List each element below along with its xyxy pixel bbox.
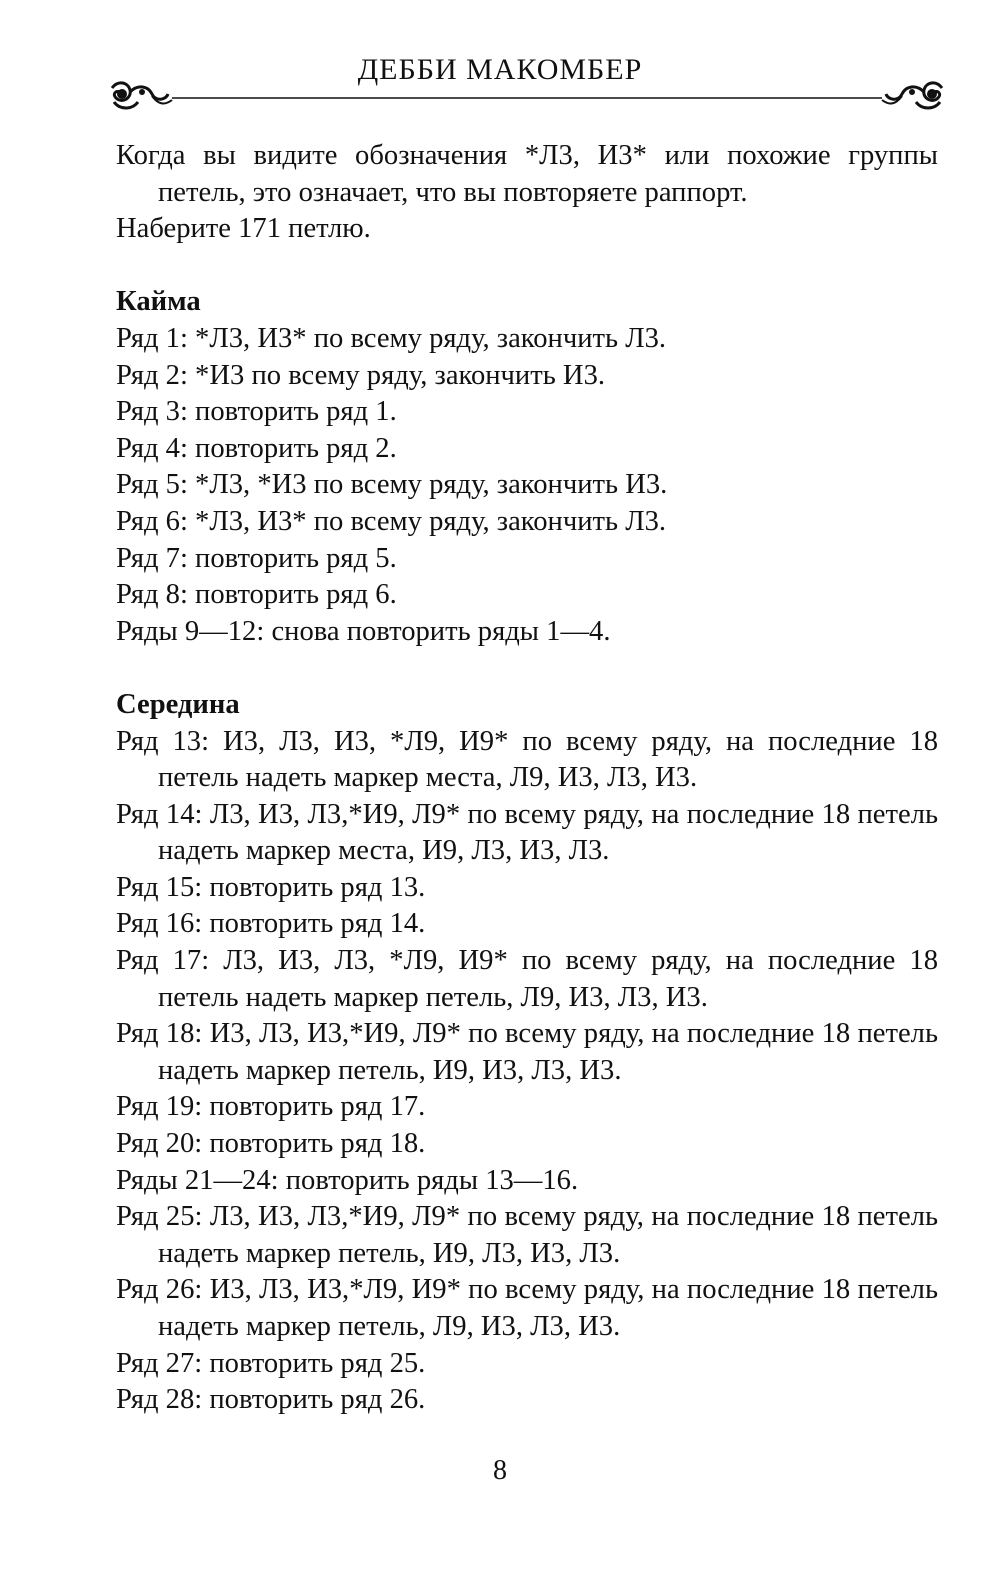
row-instruction: Ряд 27: повторить ряд 25. — [116, 1347, 426, 1379]
running-head-title: ДЕББИ МАКОМБЕР — [357, 53, 643, 86]
intro-cast-on: Наберите 171 петлю. — [116, 213, 371, 245]
row-instruction: Ряд 15: повторить ряд 13. — [116, 871, 426, 903]
row-instruction: Ряд 13: И3, Л3, И3, *Л9, И9* по всему ряду, на последние 18 петель надеть маркер места, Л9, И3, Л3, И3. — [116, 725, 938, 794]
row-instruction: Ряд 14: Л3, И3, Л3,*И9, Л9* по всему ряду, на последние 18 петель надеть маркер места, И9, Л3, И3, Л3. — [116, 798, 938, 867]
left-flourish-icon — [112, 83, 172, 108]
spacer — [116, 248, 938, 285]
row-instruction: Ряд 8: повторить ряд 6. — [116, 579, 397, 611]
row-instruction: Ряд 4: повторить ряд 2. — [116, 432, 397, 464]
row-instruction: Ряд 3: повторить ряд 1. — [116, 396, 397, 428]
row-instruction: Ряд 26: И3, Л3, И3,*Л9, И9* по всему ряду, на последние 18 петель надеть маркер петель, Л9, И3, Л3, И3. — [116, 1274, 938, 1342]
body-text — [116, 138, 938, 1419]
section-heading-border: Кайма — [116, 286, 201, 318]
row-instruction: Ряд 18: И3, Л3, И3,*И9, Л9* по всему ряду, на последние 18 петель надеть маркер петель, И9, И3, Л3, И3. — [116, 1018, 938, 1086]
row-instruction: Ряд 6: *Л3, И3* по всему ряду, закончить Л3. — [116, 505, 667, 537]
intro-paragraph: Когда вы видите обозначения *Л3, И3* или похожие группы петель, это означает, что вы повторяете раппорт. — [116, 140, 938, 208]
spacer — [116, 650, 938, 687]
row-instruction: Ряд 16: повторить ряд 14. — [116, 908, 426, 940]
row-instruction: Ряд 17: Л3, И3, Л3, *Л9, И9* по всему ряду, на последние 18 петель надеть маркер петель, Л9, И3, Л3, И3. — [116, 945, 938, 1013]
row-instruction: Ряд 20: повторить ряд 18. — [116, 1128, 426, 1160]
row-instruction: Ряд 2: *И3 по всему ряду, закончить И3. — [116, 359, 606, 391]
row-instruction: Ряды 9—12: снова повторить ряды 1—4. — [116, 615, 611, 647]
ornamental-rule — [108, 78, 946, 114]
page-number: 8 — [493, 1455, 507, 1486]
row-instruction: Ряд 25: Л3, И3, Л3,*И9, Л9* по всему ряду, на последние 18 петель надеть маркер петель, И9, Л3, И3, Л3. — [116, 1201, 938, 1269]
right-flourish-icon — [882, 83, 942, 108]
row-instruction: Ряд 7: повторить ряд 5. — [116, 542, 397, 574]
row-instruction: Ряды 21—24: повторить ряды 13—16. — [116, 1164, 579, 1196]
row-instruction: Ряд 1: *Л3, И3* по всему ряду, закончить Л3. — [116, 322, 667, 354]
row-instruction: Ряд 5: *Л3, *И3 по всему ряду, закончить И3. — [116, 469, 668, 501]
row-instruction: Ряд 28: повторить ряд 26. — [116, 1384, 426, 1416]
row-instruction: Ряд 19: повторить ряд 17. — [116, 1091, 426, 1123]
section-heading-middle: Середина — [116, 688, 240, 720]
